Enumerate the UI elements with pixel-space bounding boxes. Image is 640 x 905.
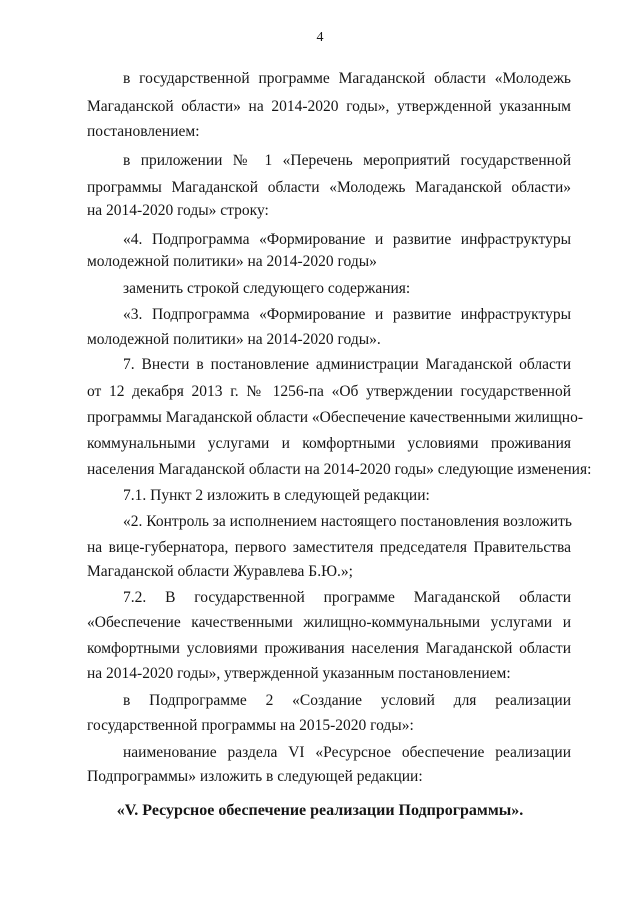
text-line: в государственной программе Магаданской области «Молодежь [123,70,571,87]
text-line: постановлением: [87,123,200,140]
text-line: «2. Контроль за исполнением настоящего постановления возложить [123,513,572,530]
text-line: 7. Внести в постановление администрации Магаданской области [123,356,571,373]
text-line: на вице-губернатора, первого заместителя председателя Правительства [87,539,571,556]
text-line: 7.2. В государственной программе Магаданской области [123,589,571,606]
text-line: «4. Подпрограмма «Формирование и развитие инфраструктуры [123,231,571,248]
text-line: молодежной политики» на 2014-2020 годы». [87,331,381,348]
text-line: программы Магаданской области «Молодежь Магаданской области» [87,179,571,196]
text-line: программы Магаданской области «Обеспечение качественными жилищно- [87,409,583,426]
text-line: Магаданской области Журавлева Б.Ю.»; [87,563,353,580]
text-line: коммунальными услугами и комфортными условиями проживания [87,435,571,452]
text-line: Магаданской области» на 2014-2020 годы», утвержденной указанным [87,98,571,115]
text-line: наименование раздела VI «Ресурсное обеспечение реализации [123,744,571,761]
text-line: «Обеспечение качественными жилищно-коммунальными услугами и [87,614,571,631]
text-line: комфортными условиями проживания населения Магаданской области [87,640,571,657]
text-line: в приложении № 1 «Перечень мероприятий государственной [123,152,571,169]
text-line: государственной программы на 2015-2020 годы»: [87,717,414,734]
text-line: в Подпрограмме 2 «Создание условий для реализации [123,692,571,709]
text-line: Подпрограммы» изложить в следующей редакции: [87,768,423,785]
page-number: 4 [316,30,324,45]
text-line: заменить строкой следующего содержания: [123,280,411,297]
text-line: населения Магаданской области на 2014-2020 годы» следующие изменения: [87,461,592,478]
text-line: на 2014-2020 годы» строку: [87,202,269,219]
text-line: на 2014-2020 годы», утвержденной указанным постановлением: [87,665,511,682]
text-line: «3. Подпрограмма «Формирование и развитие инфраструктуры [123,306,571,323]
text-line: молодежной политики» на 2014-2020 годы» [87,253,377,270]
text-line: 7.1. Пункт 2 изложить в следующей редакции: [123,487,430,504]
section-heading: «V. Ресурсное обеспечение реализации Подпрограммы». [116,802,524,819]
text-line: от 12 декабря 2013 г. № 1256-па «Об утверждении государственной [87,383,571,400]
